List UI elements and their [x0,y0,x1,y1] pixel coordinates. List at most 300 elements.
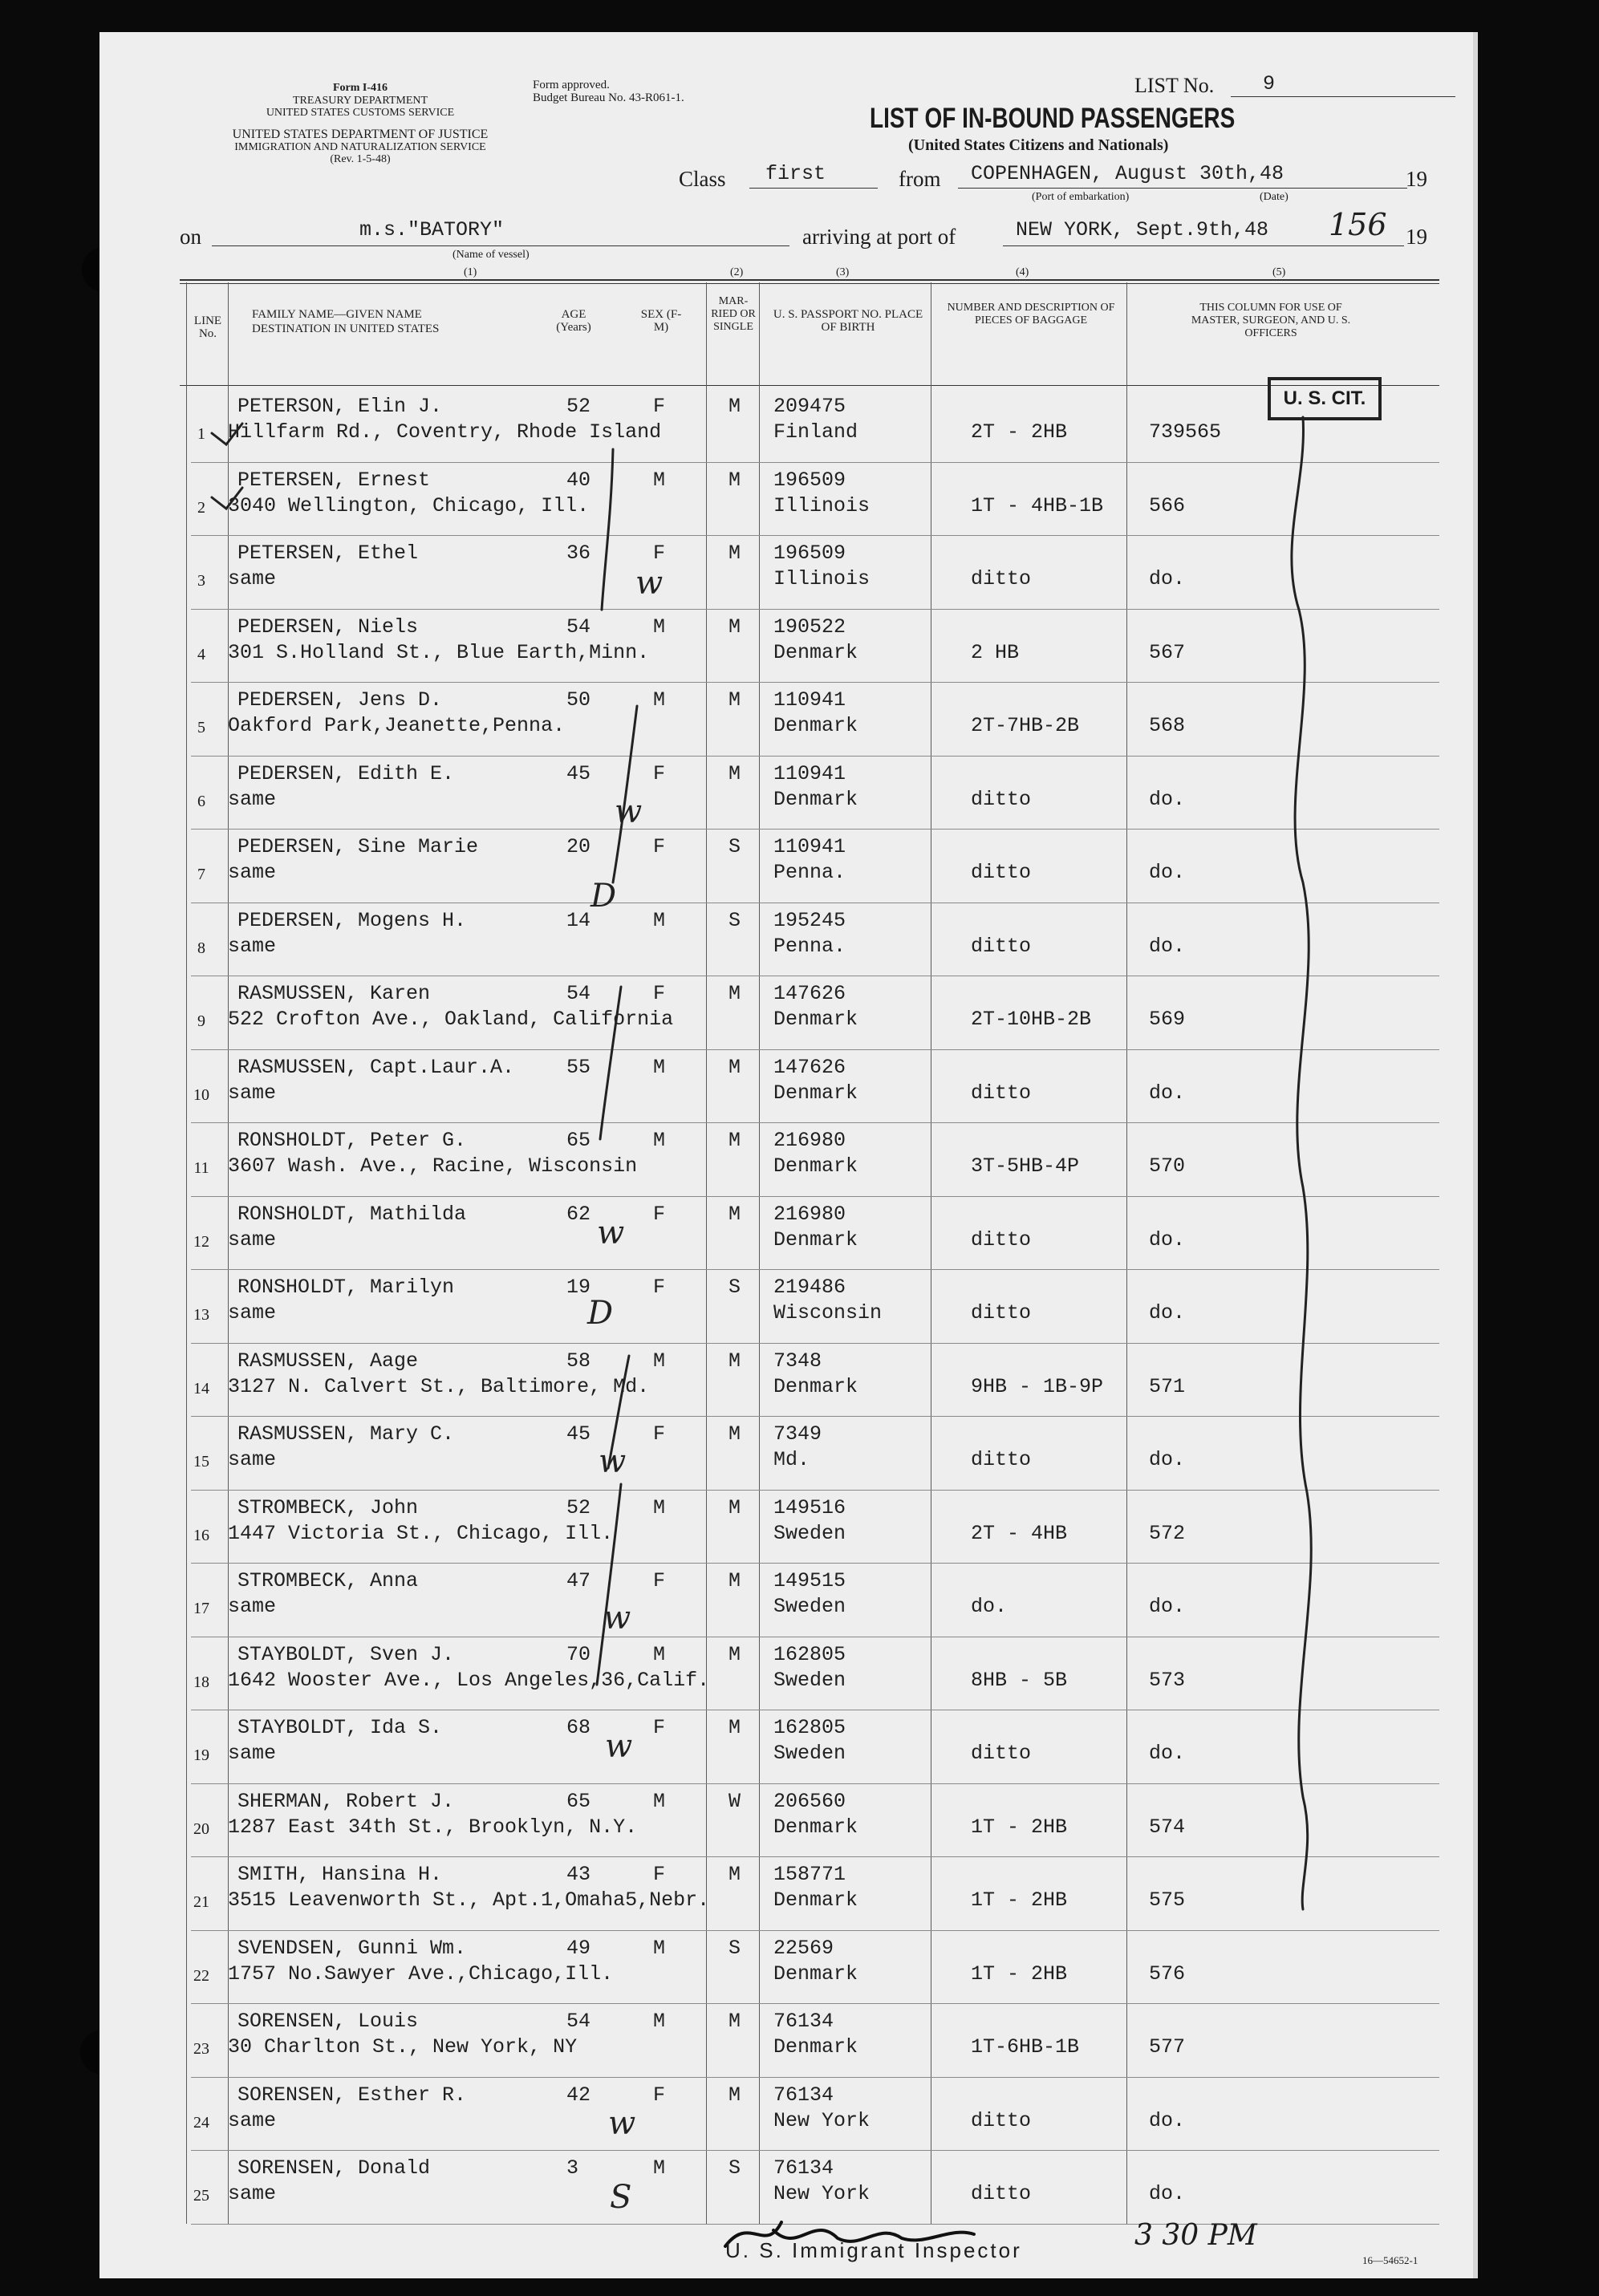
column-number: (4) [1016,266,1029,278]
age: 43 [566,1863,591,1886]
baggage: ditto [971,934,1032,958]
marital-status: M [728,468,741,492]
header-age: AGE (Years) [556,308,591,334]
destination: 1287 East 34th St., Brooklyn, N.Y. [228,1815,638,1839]
passenger-name: SVENDSEN, Gunni Wm. [237,1936,467,1960]
place-of-birth: Denmark [773,1154,858,1178]
place-of-birth: Denmark [773,1961,858,1986]
passenger-name: RONSHOLDT, Peter G. [237,1129,467,1152]
passport-number: 219486 [773,1276,846,1299]
header-married: MAR-RIED OR SINGLE [711,295,756,333]
age: 47 [566,1569,591,1592]
passenger-name: SORENSEN, Donald [237,2156,431,2180]
officer-note: do. [1149,1595,1186,1618]
sex: F [653,1422,666,1446]
line-number: 20 [193,1819,209,1838]
baggage: 1T-6HB-1B [971,2035,1080,2059]
svg-text:w: w [608,2105,636,2142]
line-number: 25 [193,2187,209,2205]
destination: same [228,1301,277,1324]
marital-status: S [728,2156,741,2180]
age: 54 [566,615,591,639]
passport-number: 216980 [773,1129,846,1152]
sex: F [653,761,666,785]
line-number: 17 [193,1600,209,1617]
sex: F [653,1863,666,1886]
passport-number: 190522 [773,615,846,639]
baggage: ditto [971,1301,1032,1324]
age: 68 [566,1716,591,1739]
passport-number: 110941 [773,835,846,858]
destination: same [228,1742,277,1765]
place-of-birth: Denmark [773,1227,858,1251]
marital-status: S [728,908,741,932]
passenger-name: SMITH, Hansina H. [237,1863,443,1886]
line-number: 6 [197,792,205,810]
line-number: 5 [197,719,205,736]
marital-status: M [728,1055,741,1079]
baggage: ditto [971,1448,1032,1471]
list-subtitle: (United States Citizens and Nationals) [908,136,1169,154]
department-line: TREASURY DEPARTMENT [292,95,428,107]
budget-bureau: Budget Bureau No. 43-R061-1. [533,91,684,104]
column-number: (3) [836,266,850,278]
age: 3 [566,2156,579,2180]
on-label: on [180,225,201,249]
place-of-birth: Illinois [773,567,871,590]
place-of-birth: New York [773,2182,871,2205]
passport-number: 7349 [773,1422,822,1446]
line-number: 2 [197,498,205,517]
svg-text:w: w [635,565,664,602]
baggage: 2T-10HB-2B [971,1008,1092,1031]
place-of-birth: Denmark [773,1081,858,1105]
date-caption: (Date) [1260,191,1289,203]
page-number-handwritten: 156 [1329,207,1387,242]
passport-number: 195245 [773,908,846,932]
officer-note: do. [1149,567,1186,590]
destination: same [228,1448,277,1471]
baggage: 1T - 4HB-1B [971,493,1104,517]
svg-text:w: w [597,1215,625,1251]
place-of-birth: Denmark [773,640,858,664]
baggage: 8HB - 5B [971,1668,1068,1692]
vessel-name: m.s."BATORY" [359,218,505,241]
place-of-birth: Denmark [773,1374,858,1398]
line-number: 14 [193,1379,209,1397]
baggage: ditto [971,2182,1032,2205]
place-of-birth: Denmark [773,787,858,811]
svg-text:D: D [587,1295,614,1332]
age: 42 [566,2083,591,2107]
baggage: 1T - 2HB [971,1888,1068,1912]
officer-note: 567 [1149,640,1186,664]
place-of-birth: Illinois [773,493,871,517]
marital-status: M [728,2083,741,2107]
destination: 3515 Leavenworth St., Apt.1,Omaha5,Nebr. [228,1888,710,1912]
arrival-value: NEW YORK, Sept.9th,48 [1016,218,1269,241]
marital-status: M [728,1349,741,1373]
destination: 522 Crofton Ave., Oakland, California [228,1008,674,1031]
place-of-birth: Sweden [773,1595,846,1618]
marital-status: M [728,1716,741,1739]
department-line: IMMIGRATION AND NATURALIZATION SERVICE [234,141,486,153]
baggage: do. [971,1595,1008,1618]
destination: same [228,1081,277,1105]
column-number: (2) [730,266,744,278]
passenger-name: RONSHOLDT, Mathilda [237,1202,467,1226]
revision-date: (Rev. 1-5-48) [330,153,391,165]
destination: Hillfarm Rd., Coventry, Rhode Island [228,420,662,444]
age: 52 [566,1495,591,1519]
passenger-name: STAYBOLDT, Ida S. [237,1716,443,1739]
passenger-name: PEDERSEN, Jens D. [237,688,443,712]
age: 62 [566,1202,591,1226]
passport-number: 149516 [773,1495,846,1519]
place-of-birth: Denmark [773,714,858,737]
marital-status: M [728,1863,741,1886]
place-of-birth: Denmark [773,1008,858,1031]
place-of-birth: Wisconsin [773,1301,883,1324]
passport-number: 110941 [773,688,846,712]
passenger-name: SORENSEN, Louis [237,2010,419,2033]
passport-number: 196509 [773,468,846,492]
officer-note: do. [1149,1227,1186,1251]
marital-status: M [728,615,741,639]
baggage: ditto [971,567,1032,590]
passport-number: 7348 [773,1349,822,1373]
svg-text:w: w [599,1443,627,1480]
sex: F [653,835,666,858]
vessel-caption: (Name of vessel) [453,249,530,261]
passport-number: 147626 [773,1055,846,1079]
header-name: FAMILY NAME—GIVEN NAME [252,308,422,321]
passenger-name: SORENSEN, Esther R. [237,2083,467,2107]
sex: F [653,1716,666,1739]
sex: M [653,1789,666,1813]
destination: 30 Charlton St., New York, NY [228,2035,578,2059]
place-of-birth: Denmark [773,1815,858,1839]
manifest-sheet [99,32,1478,2278]
destination: same [228,1595,277,1618]
baggage: 1T - 2HB [971,1815,1068,1839]
destination: Oakford Park,Jeanette,Penna. [228,714,566,737]
passenger-name: PEDERSEN, Sine Marie [237,835,479,858]
passport-number: 110941 [773,761,846,785]
year-suffix: 19 [1406,225,1427,249]
baggage: ditto [971,1742,1032,1765]
place-of-birth: Penna. [773,861,846,884]
passport-number: 147626 [773,982,846,1005]
passenger-name: PEDERSEN, Niels [237,615,419,639]
baggage: ditto [971,2108,1032,2132]
passenger-name: RASMUSSEN, Mary C. [237,1422,455,1446]
class-label: Class [679,167,726,191]
destination: 301 S.Holland St., Blue Earth,Minn. [228,640,650,664]
marital-status: M [728,982,741,1005]
from-value: COPENHAGEN, August 30th,48 [971,162,1284,185]
officer-note: do. [1149,787,1186,811]
handwritten-marks [99,32,1473,2278]
officer-note: do. [1149,1742,1186,1765]
passport-number: 206560 [773,1789,846,1813]
destination: 3607 Wash. Ave., Racine, Wisconsin [228,1154,638,1178]
sex: F [653,395,666,418]
sex: F [653,542,666,565]
baggage: 3T-5HB-4P [971,1154,1080,1178]
passenger-name: PETERSEN, Ernest [237,468,431,492]
age: 50 [566,688,591,712]
arrival-time-handwritten: 3 30 PM [1134,2219,1257,2252]
line-number: 24 [193,2113,209,2132]
arriving-label: arriving at port of [802,225,956,249]
svg-text:D: D [590,878,617,915]
column-number: (1) [464,266,477,278]
passenger-name: PEDERSEN, Mogens H. [237,908,467,932]
passenger-name: STROMBECK, Anna [237,1569,419,1592]
line-number: 19 [193,1746,209,1764]
header-sex: SEX (F-M) [640,308,682,334]
officer-note: 577 [1149,2035,1186,2059]
officer-note: 568 [1149,714,1186,737]
marital-status: W [728,1789,741,1813]
sex: M [653,1936,666,1960]
age: 45 [566,1422,591,1446]
line-number: 15 [193,1453,209,1470]
place-of-birth: Sweden [773,1742,846,1765]
passenger-name: RASMUSSEN, Karen [237,982,431,1005]
officer-note: 573 [1149,1668,1186,1692]
destination: same [228,1227,277,1251]
passenger-name: RONSHOLDT, Marilyn [237,1276,455,1299]
sex: F [653,1276,666,1299]
svg-text:w: w [603,1600,631,1637]
marital-status: M [728,395,741,418]
passport-number: 76134 [773,2156,834,2180]
from-label: from [899,167,941,191]
place-of-birth: Denmark [773,1888,858,1912]
line-number: 12 [193,1232,209,1251]
header-destination: DESTINATION IN UNITED STATES [252,322,440,335]
place-of-birth: New York [773,2108,871,2132]
age: 55 [566,1055,591,1079]
baggage: ditto [971,1081,1032,1105]
officer-note: 575 [1149,1888,1186,1912]
header-line-no: LINE No. [193,314,222,340]
sex: F [653,982,666,1005]
baggage: 9HB - 1B-9P [971,1374,1104,1398]
header-baggage: NUMBER AND DESCRIPTION OF PIECES OF BAGGAGE [947,302,1115,327]
sex: M [653,1055,666,1079]
marital-status: M [728,688,741,712]
line-number: 3 [197,572,205,590]
place-of-birth: Finland [773,420,858,444]
header-officers: THIS COLUMN FOR USE OF MASTER, SURGEON, AND U. S. OFFICERS [1191,302,1351,339]
destination: same [228,934,277,958]
passenger-name: PEDERSEN, Edith E. [237,761,455,785]
age: 49 [566,1936,591,1960]
sex: M [653,615,666,639]
header-passport: U. S. PASSPORT NO. PLACE OF BIRTH [773,308,923,334]
sex: F [653,2083,666,2107]
sex: M [653,688,666,712]
officer-note: do. [1149,2182,1186,2205]
age: 65 [566,1789,591,1813]
passport-number: 162805 [773,1642,846,1666]
svg-text:w: w [605,1728,633,1765]
marital-status: S [728,1276,741,1299]
age: 36 [566,542,591,565]
year-suffix: 19 [1406,167,1427,191]
officer-note: 576 [1149,1961,1186,1986]
passenger-name: STROMBECK, John [237,1495,419,1519]
column-number: (5) [1272,266,1286,278]
baggage: ditto [971,1227,1032,1251]
line-number: 18 [193,1673,209,1691]
age: 45 [566,761,591,785]
marital-status: M [728,1422,741,1446]
destination: 3127 N. Calvert St., Baltimore, Md. [228,1374,650,1398]
officer-note: 739565 [1149,420,1222,444]
passenger-name: STAYBOLDT, Sven J. [237,1642,455,1666]
age: 54 [566,2010,591,2033]
form-number: Form I-416 [332,82,388,94]
passport-number: 209475 [773,395,846,418]
officer-note: 571 [1149,1374,1186,1398]
age: 52 [566,395,591,418]
place-of-birth: Denmark [773,2035,858,2059]
age: 40 [566,468,591,492]
class-value: first [765,162,826,185]
baggage: 2T-7HB-2B [971,714,1080,737]
destination: same [228,567,277,590]
passport-number: 158771 [773,1863,846,1886]
officer-note: do. [1149,861,1186,884]
sex: M [653,1349,666,1373]
marital-status: M [728,1495,741,1519]
officer-note: 566 [1149,493,1186,517]
line-number: 23 [193,2040,209,2058]
destination: same [228,861,277,884]
passport-number: 196509 [773,542,846,565]
line-number: 11 [193,1159,209,1177]
passport-number: 149515 [773,1569,846,1592]
svg-text:w: w [615,793,643,830]
age: 19 [566,1276,591,1299]
department-line: UNITED STATES DEPARTMENT OF JUSTICE [232,128,489,141]
officer-note: do. [1149,1448,1186,1471]
line-number: 13 [193,1306,209,1324]
sex: M [653,2156,666,2180]
baggage: ditto [971,861,1032,884]
print-code: 16—54652-1 [1362,2254,1418,2266]
sex: M [653,1495,666,1519]
marital-status: M [728,2010,741,2033]
place-of-birth: Sweden [773,1668,846,1692]
passport-number: 216980 [773,1202,846,1226]
age: 58 [566,1349,591,1373]
marital-status: M [728,1202,741,1226]
place-of-birth: Md. [773,1448,810,1471]
line-number: 7 [197,866,205,883]
marital-status: M [728,761,741,785]
sex: M [653,1129,666,1152]
baggage: 1T - 2HB [971,1961,1068,1986]
line-number: 9 [197,1012,205,1030]
list-title: LIST OF IN-BOUND PASSENGERS [870,103,1236,134]
baggage: 2T - 2HB [971,420,1068,444]
department-line: UNITED STATES CUSTOMS SERVICE [266,107,455,119]
marital-status: S [728,1936,741,1960]
destination: 1447 Victoria St., Chicago, Ill. [228,1521,614,1545]
officer-note: 574 [1149,1815,1186,1839]
list-no-value: 9 [1263,72,1276,95]
baggage: 2T - 4HB [971,1521,1068,1545]
passenger-name: RASMUSSEN, Capt.Laur.A. [237,1055,515,1079]
svg-text:S: S [610,2179,632,2216]
passport-number: 22569 [773,1936,834,1960]
sex: M [653,468,666,492]
destination: 1642 Wooster Ave., Los Angeles,36,Calif. [228,1668,710,1692]
destination: 3040 Wellington, Chicago, Ill. [228,493,590,517]
baggage: ditto [971,787,1032,811]
line-number: 16 [193,1526,209,1544]
age: 65 [566,1129,591,1152]
form-approved: Form approved. [533,79,610,91]
line-number: 8 [197,939,205,957]
line-number: 4 [197,645,205,663]
marital-status: S [728,835,741,858]
age: 14 [566,908,591,932]
port-caption: (Port of embarkation) [1032,191,1130,203]
marital-status: M [728,1642,741,1666]
age: 20 [566,835,591,858]
passenger-name: SHERMAN, Robert J. [237,1789,455,1813]
passenger-name: PETERSEN, Ethel [237,542,419,565]
passenger-name: RASMUSSEN, Aage [237,1349,419,1373]
sex: M [653,2010,666,2033]
officer-note: do. [1149,934,1186,958]
officer-note: 569 [1149,1008,1186,1031]
officer-note: do. [1149,1081,1186,1105]
us-citizen-stamp: U. S. CIT. [1268,377,1382,420]
sex: F [653,1569,666,1592]
passport-number: 162805 [773,1716,846,1739]
baggage: 2 HB [971,640,1020,664]
place-of-birth: Sweden [773,1521,846,1545]
line-number: 21 [193,1893,209,1911]
destination: same [228,2108,277,2132]
inspector-label: U. S. Immigrant Inspector [725,2238,1022,2262]
sex: M [653,1642,666,1666]
officer-note: do. [1149,1301,1186,1324]
age: 70 [566,1642,591,1666]
passport-number: 76134 [773,2083,834,2107]
line-number: 22 [193,1966,209,1985]
age: 54 [566,982,591,1005]
destination: 1757 No.Sawyer Ave.,Chicago,Ill. [228,1961,614,1986]
place-of-birth: Penna. [773,934,846,958]
destination: same [228,787,277,811]
passenger-name: PETERSON, Elin J. [237,395,443,418]
officer-note: do. [1149,2108,1186,2132]
sex: F [653,1202,666,1226]
sex: M [653,908,666,932]
line-number: 1 [197,425,205,443]
marital-status: M [728,1569,741,1592]
marital-status: M [728,1129,741,1152]
passport-number: 76134 [773,2010,834,2033]
